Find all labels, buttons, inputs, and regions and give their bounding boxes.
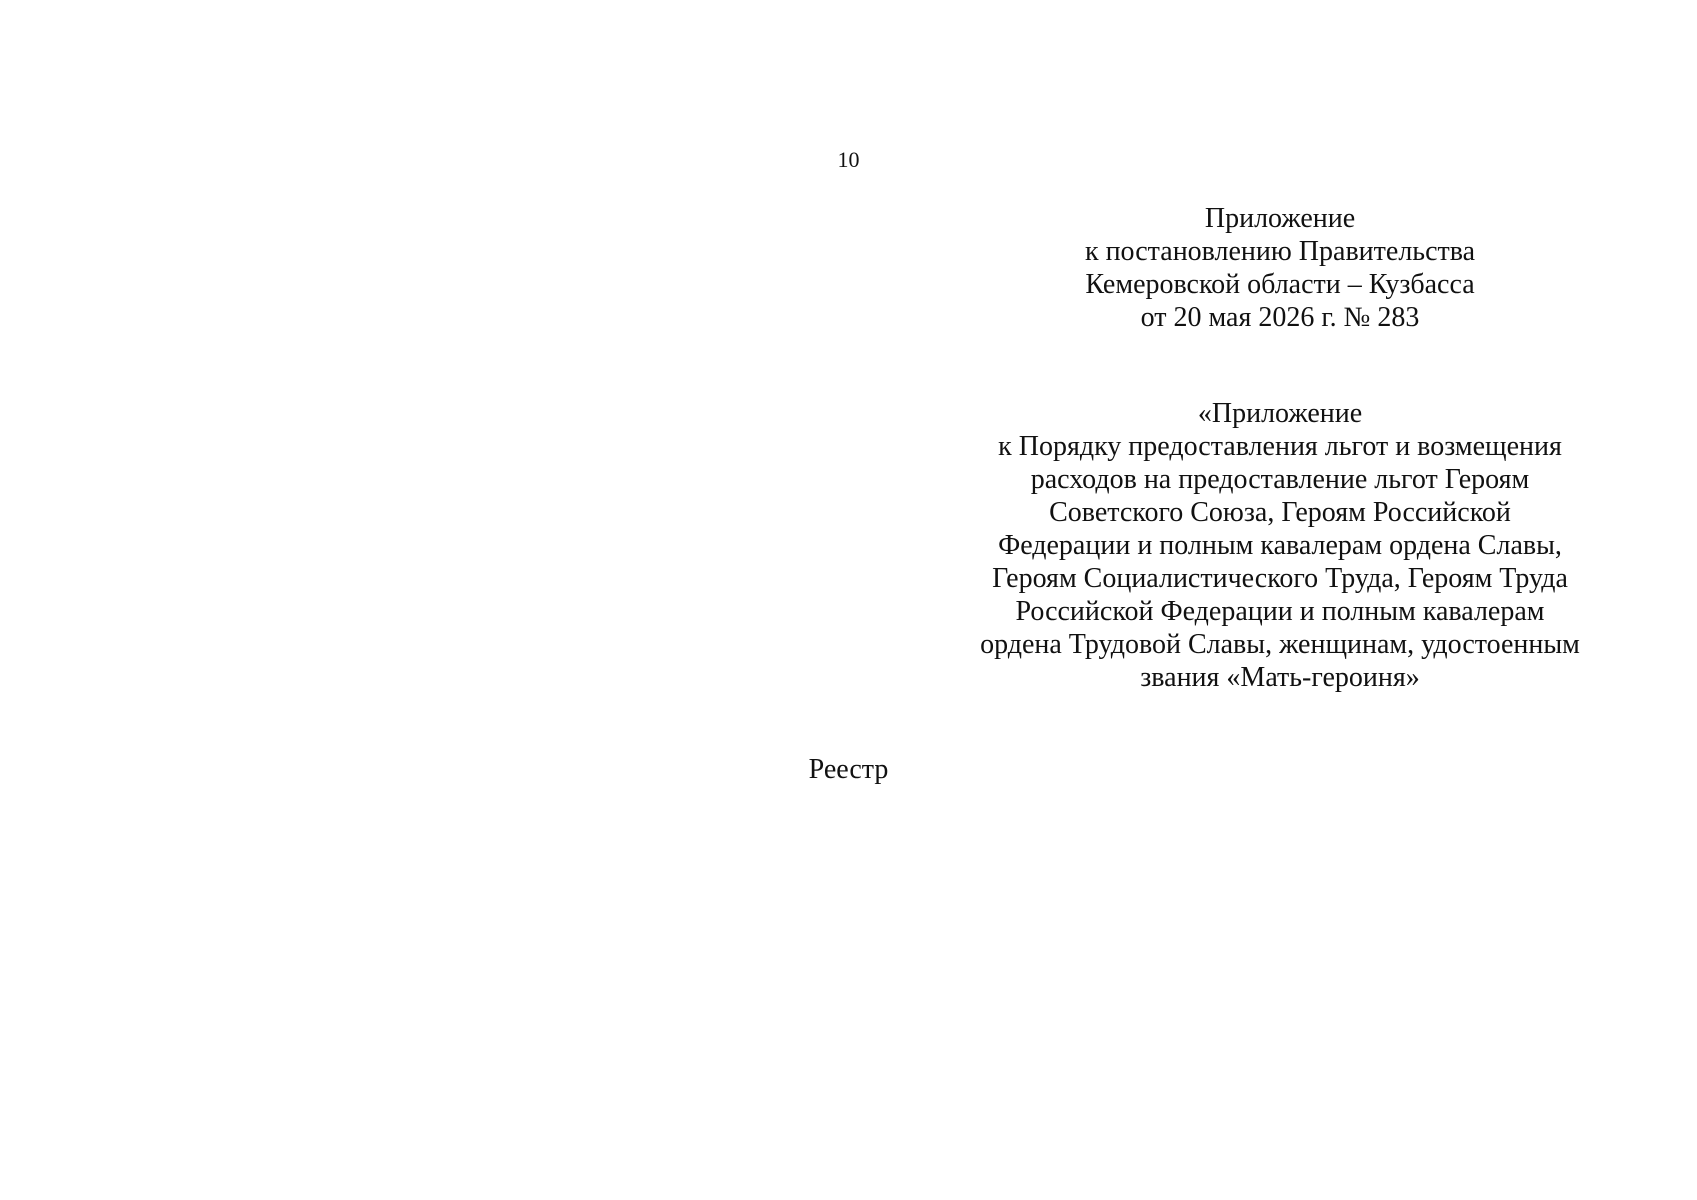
order-appendix-line: ордена Трудовой Славы, женщинам, удостоенным [980, 629, 1580, 660]
order-appendix-line: к Порядку предоставления льгот и возмещения [998, 431, 1562, 462]
order-appendix-line: Героям Социалистического Труда, Героям Труда [992, 563, 1568, 594]
registry-title: Реестр [808, 754, 889, 785]
order-appendix-line: Федерации и полным кавалерам ордена Славы, [998, 530, 1562, 561]
order-appendix-line: Советского Союза, Героям Российской [1049, 497, 1511, 528]
order-appendix-line: звания «Мать-героиня» [1140, 662, 1420, 693]
appendix-line: Приложение [1204, 203, 1356, 234]
appendix-line: Кемеровской области – Кузбасса [1085, 269, 1475, 300]
order-appendix-header [935, 397, 1625, 694]
page-number: 10 [837, 147, 860, 172]
order-appendix-line: «Приложение [1197, 398, 1363, 429]
appendix-header [935, 202, 1625, 334]
appendix-line: от 20 мая 2026 г. № 283 [1140, 302, 1420, 333]
order-appendix-line: расходов на предоставление льгот Героям [1030, 464, 1530, 495]
order-appendix-line: Российской Федерации и полным кавалерам [1015, 596, 1545, 627]
appendix-line: к постановлению Правительства [1084, 236, 1476, 267]
